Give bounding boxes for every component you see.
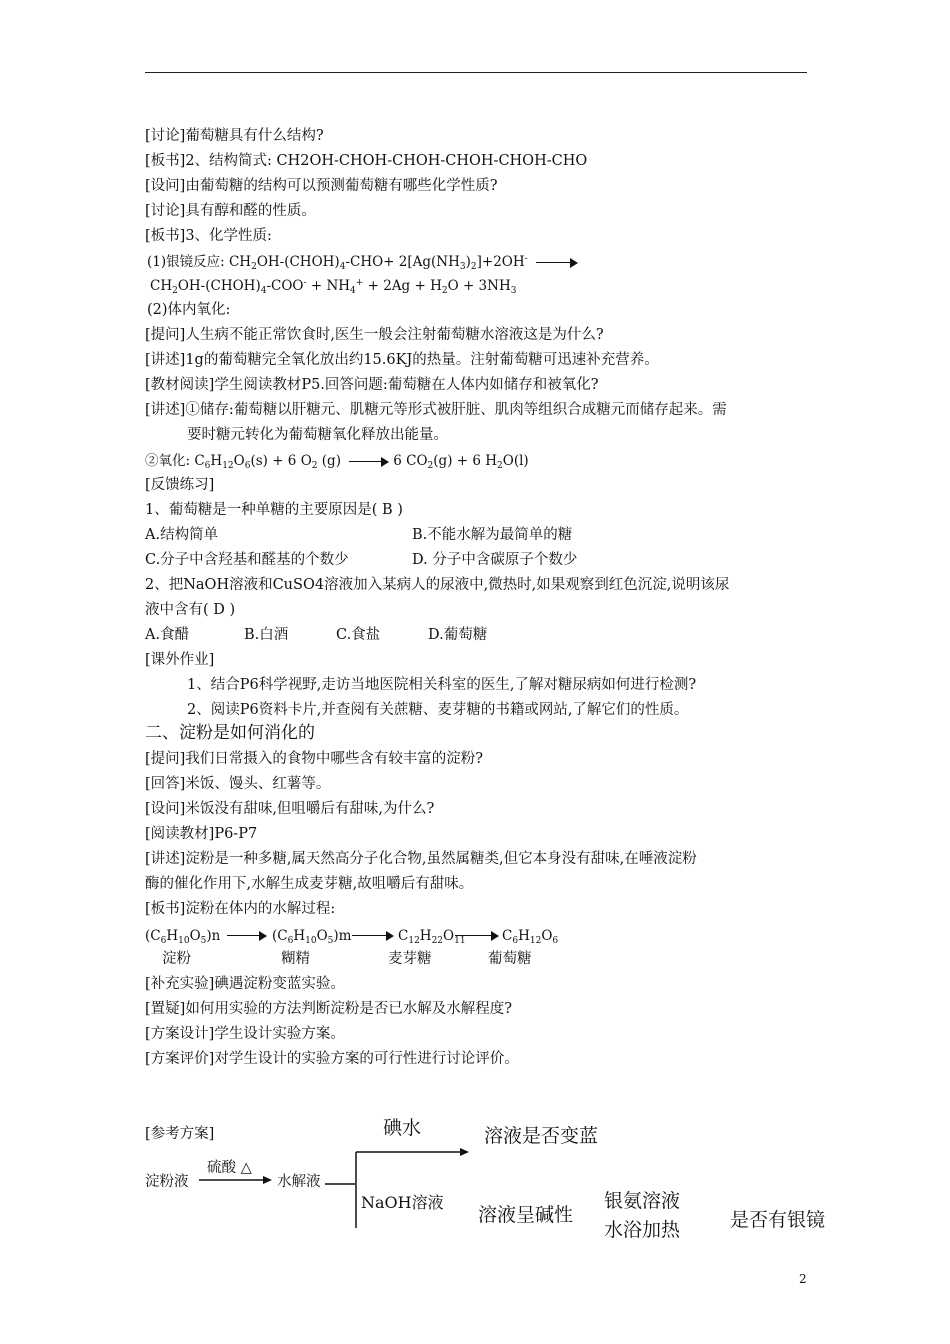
scheme-reagent: 硫酸 △ (207, 1160, 252, 1176)
homework-item: 2、阅读P6资料卡片,并查阅有关蔗糖、麦芽糖的书籍或网站,了解它们的性质。 (187, 702, 689, 718)
option-b: B.白酒 (244, 627, 289, 643)
scheme-iodine: 碘水 (383, 1117, 422, 1139)
text-line: [讨论]具有醇和醛的性质。 (145, 203, 316, 219)
text-line: 液中含有( D ) (145, 602, 236, 618)
scheme-label: [参考方案] (145, 1126, 215, 1142)
option-d: D.葡萄糖 (428, 627, 488, 643)
formula-starch: $(C_6H_{10}O_5)n$ (145, 928, 221, 946)
name-glucose: 葡萄糖 (488, 951, 532, 967)
text-line: [课外作业] (145, 652, 215, 668)
text-line: [讨论]葡萄糖具有什么结构? (145, 128, 324, 144)
text-line: 要时糖元转化为葡萄糖氧化释放出能量。 (187, 427, 448, 443)
text-line: [提问]我们日常摄入的食物中哪些含有较丰富的淀粉? (145, 751, 484, 767)
scheme-alkaline: 溶液呈碱性 (478, 1204, 574, 1226)
text-line: [讲述]1g的葡萄糖完全氧化放出约15.6KJ的热量。注射葡萄糖可迅速补充营养。 (145, 352, 659, 368)
formula-dextrin: $(C_6H_{10}O_5)m$ (272, 928, 352, 946)
formula-glucose: $C_6H_{12}O_6$ (502, 928, 559, 946)
scheme-hydrolysate: 水解液 (277, 1174, 321, 1190)
homework-item: 1、结合P6科学视野,走访当地医院相关科室的医生,了解对糖尿病如何进行检测? (187, 677, 697, 693)
text-line: (2)体内氧化: (147, 302, 231, 318)
text-line: [讲述]淀粉是一种多糖,属天然高分子化合物,虽然属糖类,但它本身没有甜味,在唾液淀粉 (145, 851, 697, 867)
silver-mirror-equation-line1: (1)银镜反应: $CH_2OH-(CHOH)_4-CHO+ 2[Ag(NH_3)_2]+2OH^-$ (147, 252, 582, 272)
scheme-naoh: NaOH溶液 (361, 1193, 444, 1212)
question-1: 1、葡萄糖是一种单糖的主要原因是( B ) (145, 502, 403, 518)
text-line: 酶的催化作用下,水解生成麦芽糖,故咀嚼后有甜味。 (145, 876, 474, 892)
oxidation-equation: ②氧化: $C_6H_{12}O_6(s) + 6$ $O_2$ (g) 6 $CO_2(g) + 6$ $H_2O(l)$ (145, 453, 529, 471)
text-line: [回答]米饭、馒头、红薯等。 (145, 776, 331, 792)
option-c: C.分子中含羟基和醛基的个数少 (145, 552, 349, 568)
scheme-turns-blue: 溶液是否变蓝 (484, 1125, 599, 1147)
option-b: B.不能水解为最简单的糖 (412, 527, 573, 543)
question-2: 2、把NaOH溶液和CuSO4溶液加入某病人的尿液中,微热时,如果观察到红色沉淀,说明该尿 (145, 577, 730, 593)
scheme-silver-mirror: 是否有银镜 (730, 1209, 826, 1231)
text-line: [板书]3、化学性质: (145, 228, 272, 244)
option-d: D. 分子中含碳原子个数少 (412, 552, 578, 568)
option-a: A.结构简单 (145, 527, 219, 543)
text-line: [阅读教材]P6-P7 (145, 826, 258, 842)
option-c: C.食盐 (336, 627, 381, 643)
scheme-water-bath: 水浴加热 (604, 1219, 681, 1241)
text-line: [方案设计]学生设计实验方案。 (145, 1026, 345, 1042)
text-line: [提问]人生病不能正常饮食时,医生一般会注射葡萄糖水溶液这是为什么? (145, 327, 604, 343)
text-line: [置疑]如何用实验的方法判断淀粉是否已水解及水解程度? (145, 1001, 513, 1017)
page-number: 2 (799, 1272, 807, 1286)
silver-mirror-equation-line2: $CH_2OH-(CHOH)_4-COO^- + NH_4^+ + 2Ag + H_2O + 3NH_3$ (150, 278, 517, 296)
text-line: [补充实验]碘遇淀粉变蓝实验。 (145, 976, 345, 992)
section-heading: 二、淀粉是如何消化的 (145, 723, 315, 743)
text-line: [设问]由葡萄糖的结构可以预测葡萄糖有哪些化学性质? (145, 178, 498, 194)
formula-maltose: $C_{12}H_{22}O_{11}$ (398, 928, 466, 946)
text-line: [教材阅读]学生阅读教材P5.回答问题:葡萄糖在人体内如储存和被氧化? (145, 377, 599, 393)
text-line: [方案评价]对学生设计的实验方案的可行性进行讨论评价。 (145, 1051, 519, 1067)
scheme-starch-solution: 淀粉液 (145, 1174, 189, 1190)
text-line: [讲述]①储存:葡萄糖以肝糖元、肌糖元等形式被肝脏、肌肉等组织合成糖元而储存起来。需 (145, 402, 727, 418)
name-dextrin: 糊精 (281, 951, 310, 967)
scheme-silver-ammonia: 银氨溶液 (604, 1190, 681, 1212)
option-a: A.食醋 (145, 627, 190, 643)
text-line: [板书]淀粉在体内的水解过程: (145, 901, 336, 917)
name-starch: 淀粉 (162, 951, 191, 967)
text-line: [板书]2、结构简式: CH2OH-CHOH-CHOH-CHOH-CHOH-CHO (145, 153, 588, 169)
name-maltose: 麦芽糖 (388, 951, 432, 967)
text-line: [设问]米饭没有甜味,但咀嚼后有甜味,为什么? (145, 801, 435, 817)
text-line: [反馈练习] (145, 477, 215, 493)
